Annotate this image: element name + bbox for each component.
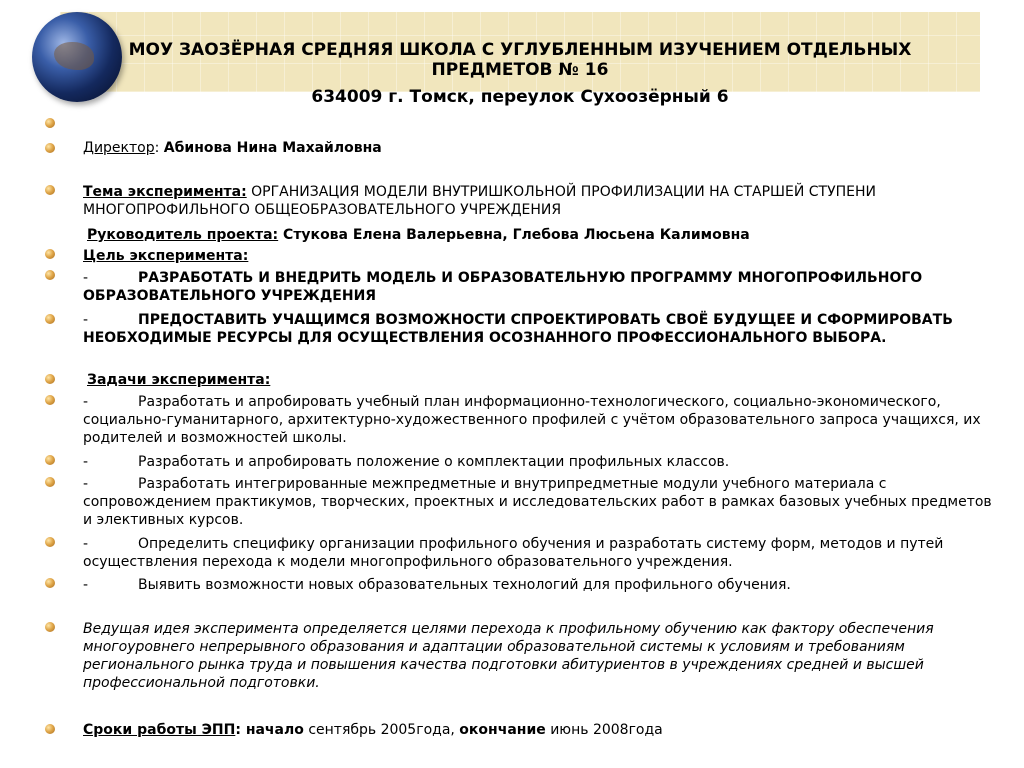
- bullet-icon: [45, 374, 55, 384]
- leader-names: Стукова Елена Валерьевна, Глебова Люсьена Калимовна: [278, 227, 750, 243]
- bullet-icon: [45, 395, 55, 405]
- task-item: - Выявить возможности новых образовательных технологий для профильного обучения.: [83, 577, 791, 593]
- task-item: - Разработать интегрированные межпредметные и внутрипредметные модули учебного материала с сопровождением практикумов, творческих, проектных и исследовательских работ в рамках базовых учебных предметов и элективных курсов.: [83, 476, 992, 528]
- bullet-icon: [45, 622, 55, 632]
- terms-label: Сроки работы ЭПП: [83, 722, 236, 738]
- bullet-icon: [45, 143, 55, 153]
- bullet-icon: [45, 185, 55, 195]
- task-item: - Разработать и апробировать положение о комплектации профильных классов.: [83, 454, 730, 470]
- leader-line: [87, 226, 1007, 244]
- bullet-icon: [45, 249, 55, 259]
- goal-heading: Цель эксперимента:: [83, 248, 249, 264]
- bullet-icon: [45, 118, 55, 128]
- theme-line: [83, 183, 1003, 219]
- goal-item: - РАЗРАБОТАТЬ И ВНЕДРИТЬ МОДЕЛЬ И ОБРАЗОВАТЕЛЬНУЮ ПРОГРАММУ МНОГОПРОФИЛЬНОГО ОБРАЗОВАТЕЛЬНОГО УЧРЕЖДЕНИЯ: [83, 270, 923, 304]
- bullet-icon: [45, 578, 55, 588]
- terms-line: Сроки работы ЭПП: начало сентябрь 2005года, окончание июнь 2008года: [83, 722, 663, 738]
- page-title: МОУ ЗАОЗЁРНАЯ СРЕДНЯЯ ШКОЛА С УГЛУБЛЕННЫМ ИЗУЧЕНИЕМ ОТДЕЛЬНЫХ ПРЕДМЕТОВ № 16: [128, 40, 912, 80]
- task-item: - Разработать и апробировать учебный план информационно-технологического, социально-экономического, социально-гуманитарного, архитектурно-художественного профилей с учётом образовательного запроса учащихся, их родителей и возможностей школы.: [83, 394, 981, 446]
- theme-label: Тема эксперимента:: [83, 184, 247, 200]
- goal-item: - ПРЕДОСТАВИТЬ УЧАЩИМСЯ ВОЗМОЖНОСТИ СПРОЕКТИРОВАТЬ СВОЁ БУДУЩЕЕ И СФОРМИРОВАТЬ НЕОБХОДИМЫЕ РЕСУРСЫ ДЛЯ ОСУЩЕСТВЛЕНИЯ ОСОЗНАННОГО ПРОФЕССИОНАЛЬНОГО ВЫБОРА.: [83, 312, 953, 346]
- theme-text: ОРГАНИЗАЦИЯ МОДЕЛИ ВНУТРИШКОЛЬНОЙ ПРОФИЛИЗАЦИИ НА СТАРШЕЙ СТУПЕНИ МНОГОПРОФИЛЬНОГО ОБЩЕОБРАЗОВАТЕЛЬНОГО УЧРЕЖДЕНИЯ: [83, 184, 876, 218]
- bullet-icon: [45, 537, 55, 547]
- bullet-icon: [45, 477, 55, 487]
- director-label: Директор: [83, 140, 155, 156]
- leading-idea: Ведущая идея эксперимента определяется целями перехода к профильному обучению как фактору обеспечения многоуровнего непрерывного образования и адаптации образовательной системы к условиям и требованиям регионального рынка труда и повышения качества подготовки абитуриентов в учреждениях средней и высшей профессиональной подготовки.: [83, 621, 934, 691]
- director-name: Абинова Нина Махайловна: [163, 140, 382, 156]
- bullet-icon: [45, 724, 55, 734]
- tasks-heading: Задачи эксперимента:: [87, 372, 271, 388]
- bullet-icon: [45, 270, 55, 280]
- leader-label: Руководитель проекта:: [87, 227, 279, 243]
- bullet-icon: [45, 314, 55, 324]
- bullet-icon: [45, 455, 55, 465]
- school-address: 634009 г. Томск, переулок Сухоозёрный 6: [311, 87, 729, 107]
- director-line: Директор: Абинова Нина Махайловна: [83, 140, 382, 156]
- task-item: - Определить специфику организации профильного обучения и разработать систему форм, методов и путей осуществления перехода к модели многопрофильного образовательного учреждения.: [83, 536, 944, 570]
